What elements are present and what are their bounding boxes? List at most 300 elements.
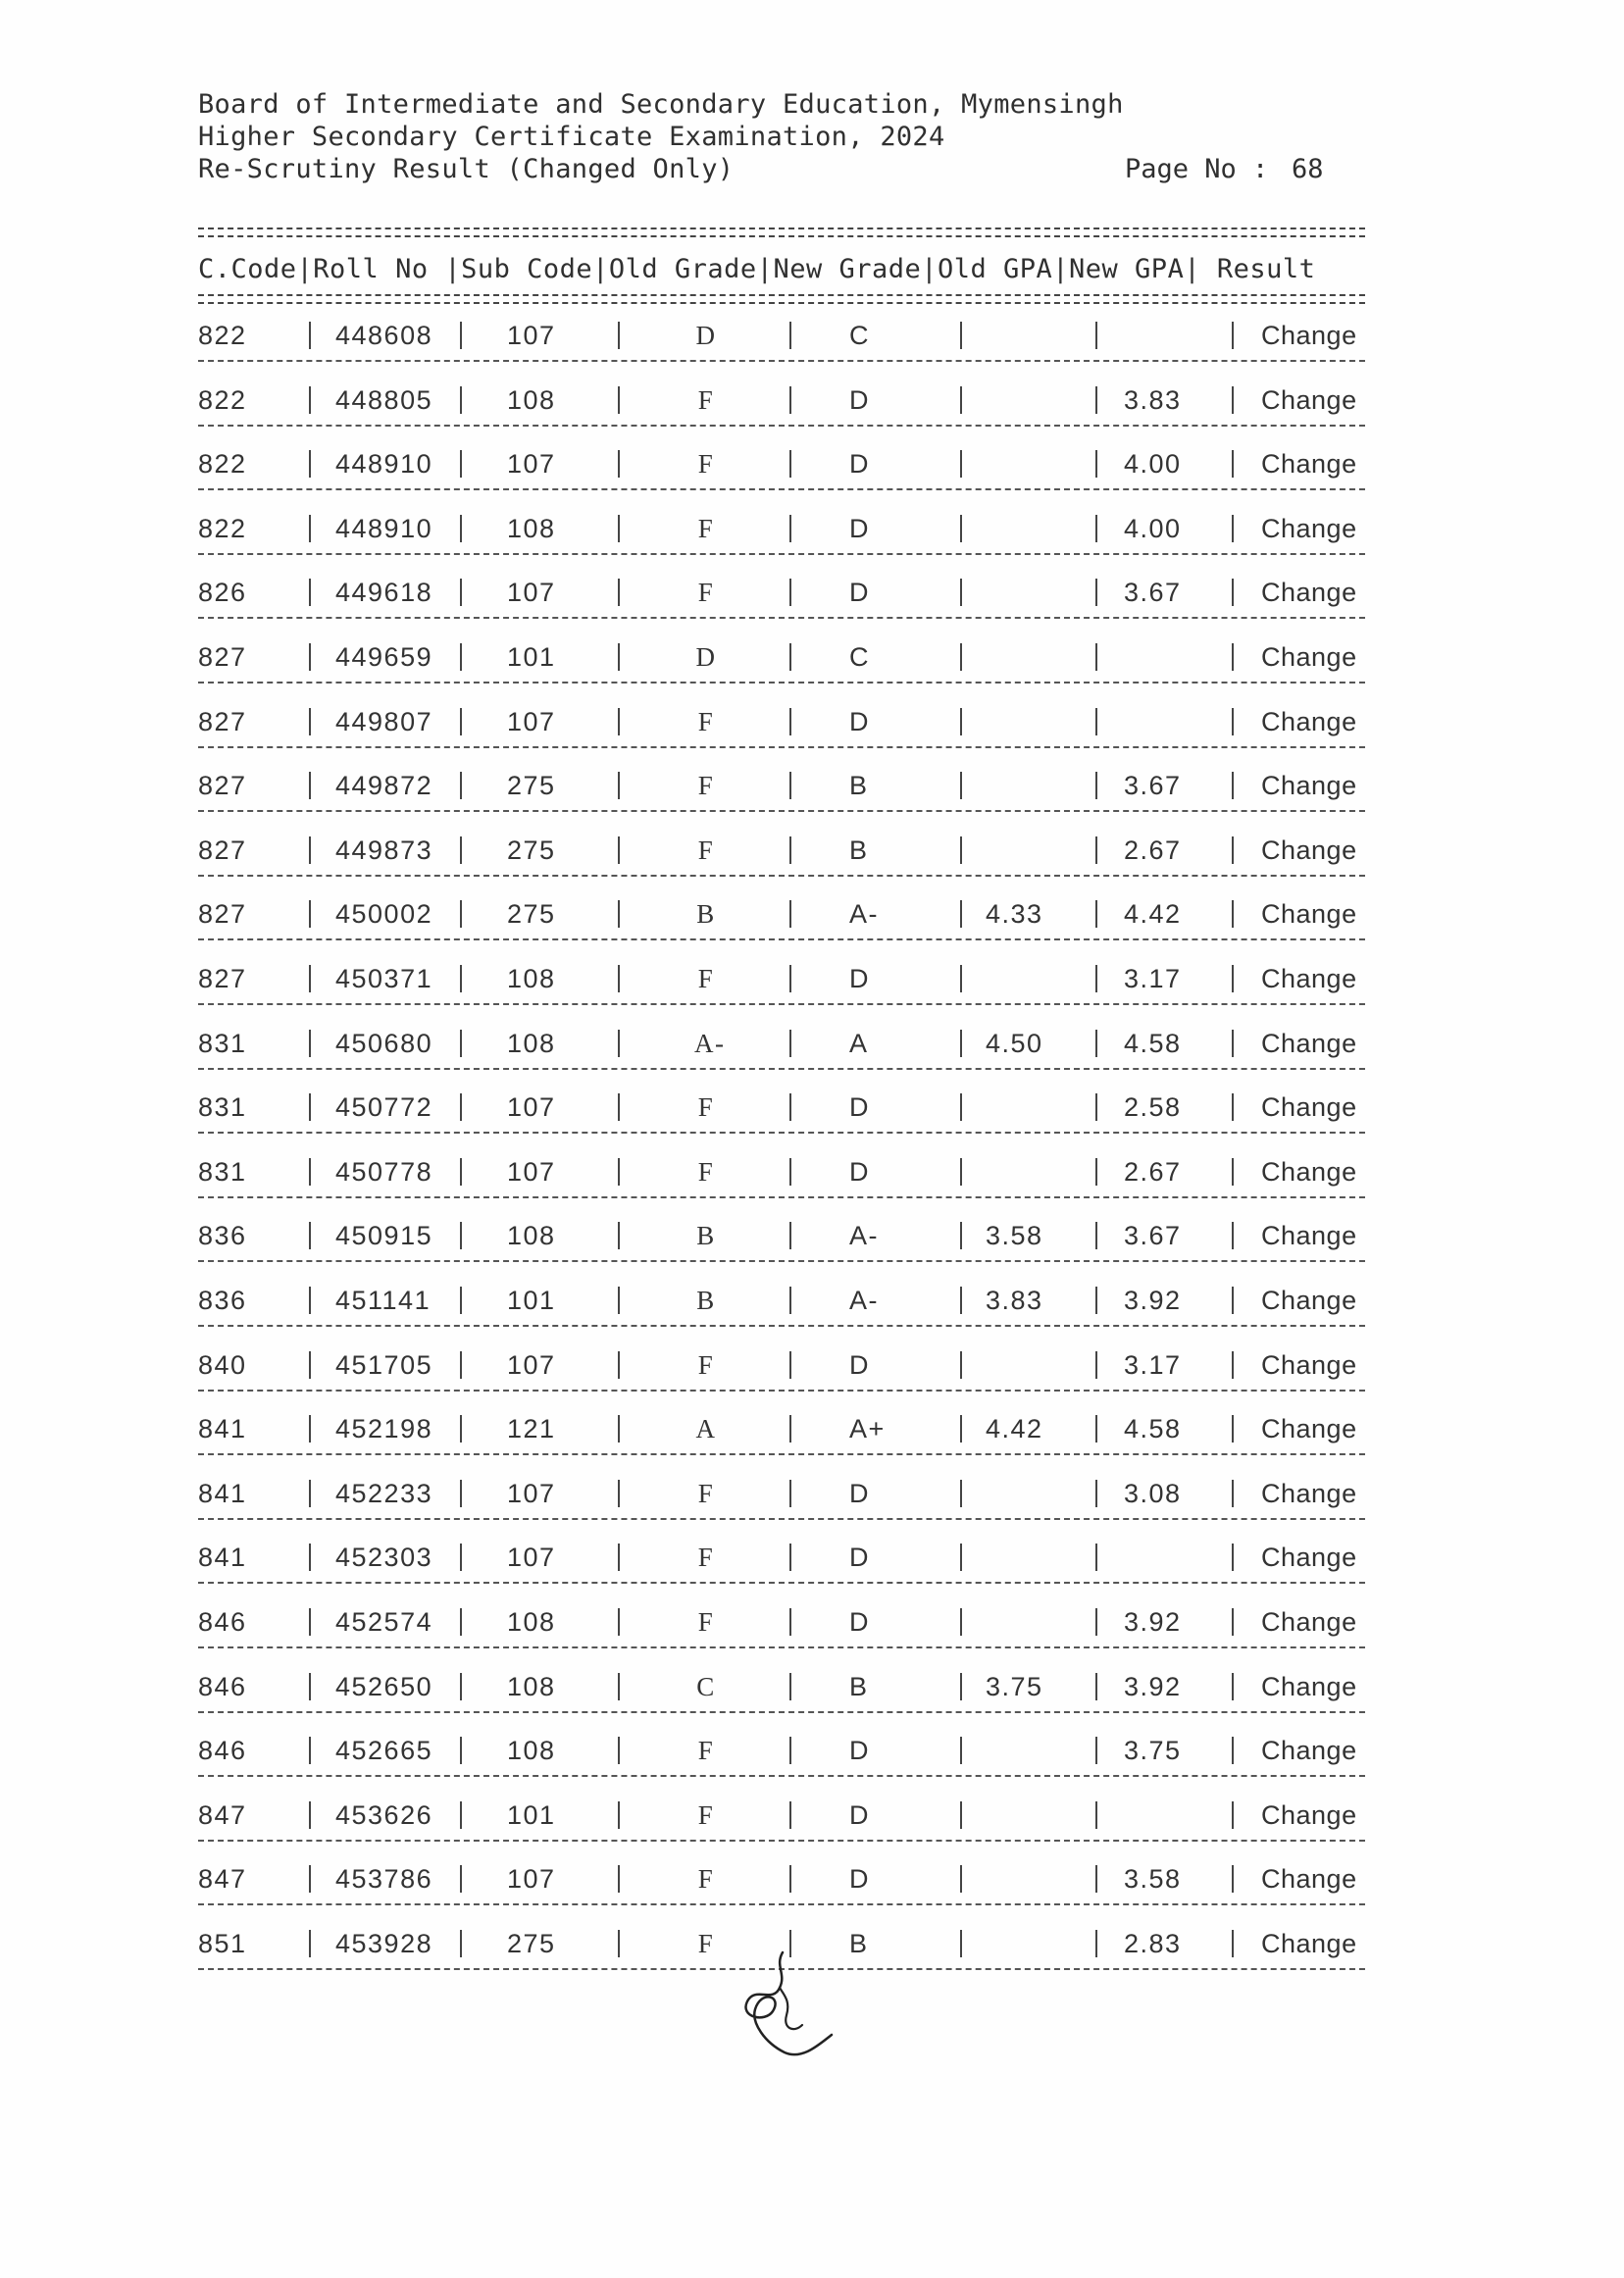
table-row	[0, 1281, 1624, 1320]
column-separator	[309, 643, 311, 671]
center-code: 846	[198, 1672, 247, 1701]
roll-number: 452665	[335, 1736, 433, 1765]
row-rule	[198, 682, 1365, 683]
roll-number: 448910	[335, 514, 433, 543]
old-grade: B	[696, 1286, 716, 1315]
table-row	[0, 573, 1624, 612]
column-separator	[618, 836, 620, 864]
new-grade: A-	[849, 899, 879, 929]
new-gpa: 3.75	[1124, 1736, 1182, 1765]
center-code: 841	[198, 1479, 247, 1508]
column-separator	[1095, 1930, 1097, 1957]
header-bottom-rule	[198, 294, 1365, 304]
column-separator	[789, 1673, 791, 1700]
new-gpa: 3.08	[1124, 1479, 1182, 1508]
old-grade: F	[697, 707, 715, 736]
old-grade: F	[697, 1864, 715, 1894]
new-grade: A	[849, 1029, 869, 1058]
column-separator	[1232, 900, 1234, 928]
row-rule	[198, 1840, 1365, 1842]
column-separator	[1095, 1673, 1097, 1700]
page-label: Page No :	[1125, 154, 1269, 184]
column-separator	[960, 1608, 962, 1636]
column-separator	[789, 708, 791, 735]
old-grade: F	[697, 1157, 715, 1187]
column-separator	[618, 772, 620, 799]
result-status: Change	[1261, 1543, 1357, 1572]
subject-code: 108	[507, 1672, 556, 1701]
new-grade: B	[849, 771, 869, 800]
column-separator	[1232, 579, 1234, 606]
column-separator	[309, 579, 311, 606]
result-status: Change	[1261, 449, 1357, 479]
row-rule	[198, 1260, 1365, 1262]
center-code: 840	[198, 1350, 247, 1380]
table-row	[0, 702, 1624, 741]
roll-number: 452198	[335, 1414, 433, 1443]
center-code: 847	[198, 1800, 247, 1830]
subject-code: 108	[507, 514, 556, 543]
old-grade: C	[696, 1672, 716, 1701]
column-separator	[960, 1480, 962, 1507]
old-grade: B	[696, 1221, 716, 1250]
column-separator	[460, 515, 462, 542]
column-separator	[789, 450, 791, 478]
column-separator	[960, 1158, 962, 1186]
row-rule	[198, 1582, 1365, 1584]
column-separator	[618, 1865, 620, 1893]
roll-number: 449873	[335, 835, 433, 865]
row-rule	[198, 1068, 1365, 1070]
column-separator	[1095, 1801, 1097, 1829]
column-separator	[309, 1480, 311, 1507]
new-gpa: 2.67	[1124, 835, 1182, 865]
old-grade: F	[697, 1092, 715, 1122]
column-separator	[1095, 965, 1097, 992]
column-separator	[1095, 1544, 1097, 1571]
column-separator	[1232, 1287, 1234, 1314]
column-separator	[460, 1801, 462, 1829]
subject-code: 101	[507, 1800, 556, 1830]
column-separator	[960, 1865, 962, 1893]
center-code: 827	[198, 771, 247, 800]
exam-title: Higher Secondary Certificate Examination, 2024	[198, 122, 945, 152]
page-number: 68	[1292, 154, 1324, 184]
column-separator	[460, 450, 462, 478]
column-separator	[1232, 772, 1234, 799]
column-separator	[960, 1351, 962, 1379]
table-row	[0, 444, 1624, 483]
column-separator	[460, 900, 462, 928]
column-separator	[789, 1608, 791, 1636]
table-row	[0, 831, 1624, 870]
table-row	[0, 959, 1624, 998]
column-separator	[460, 1287, 462, 1314]
column-separator	[1232, 1480, 1234, 1507]
row-rule	[198, 1646, 1365, 1648]
center-code: 822	[198, 321, 247, 350]
column-separator	[960, 1287, 962, 1314]
old-gpa: 4.33	[986, 899, 1043, 929]
old-grade: F	[697, 1929, 715, 1958]
new-grade: C	[849, 642, 870, 672]
column-separator	[1095, 772, 1097, 799]
result-status: Change	[1261, 771, 1357, 800]
column-separator	[1095, 643, 1097, 671]
row-rule	[198, 488, 1365, 490]
column-separator	[1232, 386, 1234, 414]
old-grade: F	[697, 1350, 715, 1380]
column-separator	[1232, 450, 1234, 478]
column-separator	[309, 836, 311, 864]
new-gpa: 4.00	[1124, 514, 1182, 543]
column-separator	[1095, 1093, 1097, 1121]
column-separator	[618, 1415, 620, 1443]
column-separator	[309, 1608, 311, 1636]
table-row	[0, 1088, 1624, 1127]
column-separator	[960, 1930, 962, 1957]
table-row	[0, 1152, 1624, 1191]
old-gpa: 4.42	[986, 1414, 1043, 1443]
column-separator	[1095, 1351, 1097, 1379]
new-grade: D	[849, 1864, 870, 1894]
table-row	[0, 1216, 1624, 1255]
column-separator	[789, 1158, 791, 1186]
new-gpa: 3.67	[1124, 771, 1182, 800]
page-number-block	[1125, 153, 1324, 186]
column-separator	[309, 1351, 311, 1379]
new-grade: D	[849, 578, 870, 607]
column-separator	[618, 965, 620, 992]
subject-code: 108	[507, 1221, 556, 1250]
center-code: 827	[198, 835, 247, 865]
column-separator	[460, 386, 462, 414]
table-row	[0, 894, 1624, 934]
table-row	[0, 380, 1624, 420]
result-status: Change	[1261, 1800, 1357, 1830]
column-separator	[618, 708, 620, 735]
new-grade: D	[849, 385, 870, 415]
new-gpa: 4.42	[1124, 899, 1182, 929]
result-status: Change	[1261, 1286, 1357, 1315]
old-gpa: 4.50	[986, 1029, 1043, 1058]
column-separator	[309, 772, 311, 799]
old-grade: F	[697, 964, 715, 993]
column-separator	[789, 1865, 791, 1893]
result-status: Change	[1261, 1157, 1357, 1187]
column-separator	[1095, 1865, 1097, 1893]
center-code: 841	[198, 1414, 247, 1443]
column-separator	[960, 1737, 962, 1764]
old-grade: A-	[694, 1029, 726, 1058]
roll-number: 453626	[335, 1800, 433, 1830]
center-code: 836	[198, 1286, 247, 1315]
column-separator	[1095, 1608, 1097, 1636]
column-separator	[1232, 1608, 1234, 1636]
column-separator	[618, 386, 620, 414]
subject-code: 275	[507, 1929, 556, 1958]
column-separator	[618, 1608, 620, 1636]
column-separator	[960, 1544, 962, 1571]
center-code: 831	[198, 1092, 247, 1122]
old-grade: F	[697, 771, 715, 800]
column-separator	[618, 579, 620, 606]
old-grade: F	[697, 514, 715, 543]
center-code: 827	[198, 707, 247, 736]
old-grade: F	[697, 385, 715, 415]
new-gpa: 2.67	[1124, 1157, 1182, 1187]
row-rule	[198, 553, 1365, 555]
column-separator	[309, 1544, 311, 1571]
roll-number: 451705	[335, 1350, 433, 1380]
column-separator	[1095, 1415, 1097, 1443]
result-status: Change	[1261, 1672, 1357, 1701]
column-separator	[789, 643, 791, 671]
column-separator	[618, 1030, 620, 1057]
subject-code: 107	[507, 578, 556, 607]
column-separator	[309, 708, 311, 735]
column-separator	[618, 450, 620, 478]
column-separator	[789, 1801, 791, 1829]
column-separator	[1232, 708, 1234, 735]
roll-number: 450778	[335, 1157, 433, 1187]
new-grade: D	[849, 1350, 870, 1380]
roll-number: 449872	[335, 771, 433, 800]
column-separator	[960, 836, 962, 864]
result-status: Change	[1261, 1221, 1357, 1250]
column-separator	[309, 1801, 311, 1829]
roll-number: 450002	[335, 899, 433, 929]
new-gpa: 4.58	[1124, 1414, 1182, 1443]
result-status: Change	[1261, 1350, 1357, 1380]
column-separator	[960, 1801, 962, 1829]
new-gpa: 3.58	[1124, 1864, 1182, 1894]
column-separator	[960, 965, 962, 992]
column-separator	[618, 1480, 620, 1507]
column-separator	[789, 1287, 791, 1314]
column-separator	[1232, 1673, 1234, 1700]
row-rule	[198, 425, 1365, 427]
old-grade: A	[695, 1414, 717, 1443]
subject-code: 275	[507, 771, 556, 800]
new-gpa: 4.58	[1124, 1029, 1182, 1058]
column-separator	[960, 1093, 962, 1121]
new-gpa: 2.83	[1124, 1929, 1182, 1958]
subject-code: 121	[507, 1414, 556, 1443]
roll-number: 450915	[335, 1221, 433, 1250]
column-separator	[460, 1030, 462, 1057]
column-separator	[618, 1222, 620, 1249]
row-rule	[198, 810, 1365, 812]
new-gpa: 3.92	[1124, 1607, 1182, 1637]
column-separator	[618, 1930, 620, 1957]
column-separator	[1095, 1480, 1097, 1507]
column-separator	[1232, 1544, 1234, 1571]
subject-code: 107	[507, 1543, 556, 1572]
column-separator	[309, 1093, 311, 1121]
column-separator	[309, 450, 311, 478]
table-row	[0, 1602, 1624, 1642]
column-separator	[309, 515, 311, 542]
column-separator	[960, 1673, 962, 1700]
column-separator	[618, 1801, 620, 1829]
column-separator	[1095, 1737, 1097, 1764]
table-row	[0, 1409, 1624, 1448]
column-separator	[460, 1737, 462, 1764]
subject-code: 107	[507, 449, 556, 479]
row-rule	[198, 617, 1365, 619]
new-gpa: 2.58	[1124, 1092, 1182, 1122]
new-grade: C	[849, 321, 870, 350]
center-code: 831	[198, 1029, 247, 1058]
column-separator	[789, 772, 791, 799]
roll-number: 452233	[335, 1479, 433, 1508]
column-separator	[1095, 450, 1097, 478]
result-status: Change	[1261, 642, 1357, 672]
result-status: Change	[1261, 964, 1357, 993]
new-gpa: 3.17	[1124, 1350, 1182, 1380]
row-rule	[198, 1775, 1365, 1777]
subject-code: 107	[507, 1157, 556, 1187]
old-gpa: 3.58	[986, 1221, 1043, 1250]
column-separator	[1095, 1030, 1097, 1057]
column-separator	[618, 1544, 620, 1571]
old-grade: F	[697, 1800, 715, 1830]
subject-code: 107	[507, 1092, 556, 1122]
subject-code: 107	[507, 321, 556, 350]
new-grade: A-	[849, 1221, 879, 1250]
row-rule	[198, 1132, 1365, 1134]
column-separator	[789, 1737, 791, 1764]
row-rule	[198, 1453, 1365, 1455]
new-grade: D	[849, 1607, 870, 1637]
signature-icon	[726, 1947, 853, 2084]
column-separator	[460, 1865, 462, 1893]
column-separator	[1232, 1930, 1234, 1957]
result-status: Change	[1261, 835, 1357, 865]
new-gpa: 3.83	[1124, 385, 1182, 415]
column-separator	[1232, 322, 1234, 349]
result-status: Change	[1261, 1607, 1357, 1637]
row-rule	[198, 1325, 1365, 1327]
column-separator	[618, 1093, 620, 1121]
column-separator	[460, 579, 462, 606]
table-row	[0, 1345, 1624, 1385]
new-grade: B	[849, 835, 869, 865]
column-separator	[1232, 643, 1234, 671]
roll-number: 450371	[335, 964, 433, 993]
column-separator	[309, 900, 311, 928]
roll-number: 448608	[335, 321, 433, 350]
column-separator	[1095, 836, 1097, 864]
row-rule	[198, 1518, 1365, 1520]
subject-code: 108	[507, 964, 556, 993]
subject-code: 108	[507, 1607, 556, 1637]
new-grade: D	[849, 1479, 870, 1508]
new-grade: B	[849, 1929, 869, 1958]
column-separator	[309, 1930, 311, 1957]
center-code: 826	[198, 578, 247, 607]
center-code: 822	[198, 385, 247, 415]
center-code: 836	[198, 1221, 247, 1250]
table-row	[0, 1667, 1624, 1706]
column-separator	[1232, 1865, 1234, 1893]
column-separator	[960, 515, 962, 542]
new-grade: D	[849, 449, 870, 479]
old-gpa: 3.83	[986, 1286, 1043, 1315]
column-separator	[460, 1415, 462, 1443]
roll-number: 452650	[335, 1672, 433, 1701]
column-separator	[460, 1093, 462, 1121]
new-grade: D	[849, 514, 870, 543]
column-separator	[460, 322, 462, 349]
subject-code: 107	[507, 1864, 556, 1894]
column-separator	[960, 643, 962, 671]
old-grade: D	[695, 642, 717, 672]
center-code: 822	[198, 514, 247, 543]
new-gpa: 3.67	[1124, 578, 1182, 607]
old-grade: F	[697, 1479, 715, 1508]
center-code: 827	[198, 964, 247, 993]
column-separator	[960, 900, 962, 928]
column-separator	[460, 1222, 462, 1249]
table-row	[0, 637, 1624, 677]
new-grade: D	[849, 1092, 870, 1122]
subject-code: 108	[507, 385, 556, 415]
column-separator	[618, 1287, 620, 1314]
row-rule	[198, 1390, 1365, 1392]
column-separator	[789, 1351, 791, 1379]
new-gpa: 3.67	[1124, 1221, 1182, 1250]
subject-code: 108	[507, 1736, 556, 1765]
column-separator	[460, 1930, 462, 1957]
old-grade: F	[697, 1736, 715, 1765]
result-status: Change	[1261, 321, 1357, 350]
column-separator	[618, 643, 620, 671]
new-grade: A+	[849, 1414, 886, 1443]
column-separator	[960, 1415, 962, 1443]
result-status: Change	[1261, 1929, 1357, 1958]
column-separator	[789, 1480, 791, 1507]
row-rule	[198, 938, 1365, 940]
column-separator	[309, 1673, 311, 1700]
result-status: Change	[1261, 1029, 1357, 1058]
column-separator	[789, 386, 791, 414]
column-separator	[309, 1415, 311, 1443]
column-separator	[789, 1415, 791, 1443]
column-separator	[460, 1158, 462, 1186]
center-code: 827	[198, 899, 247, 929]
column-separator	[309, 1287, 311, 1314]
column-separator	[618, 1158, 620, 1186]
subject-code: 107	[507, 707, 556, 736]
column-separator	[789, 1030, 791, 1057]
column-separator	[309, 1737, 311, 1764]
roll-number: 453928	[335, 1929, 433, 1958]
column-separator	[1232, 836, 1234, 864]
column-separator	[1232, 515, 1234, 542]
old-grade: F	[697, 1607, 715, 1637]
column-separator	[789, 1222, 791, 1249]
column-separator	[1095, 900, 1097, 928]
row-rule	[198, 1196, 1365, 1198]
new-grade: D	[849, 1157, 870, 1187]
roll-number: 452574	[335, 1607, 433, 1637]
column-separator	[1232, 1737, 1234, 1764]
roll-number: 453786	[335, 1864, 433, 1894]
result-status: Change	[1261, 707, 1357, 736]
column-separator	[618, 1673, 620, 1700]
